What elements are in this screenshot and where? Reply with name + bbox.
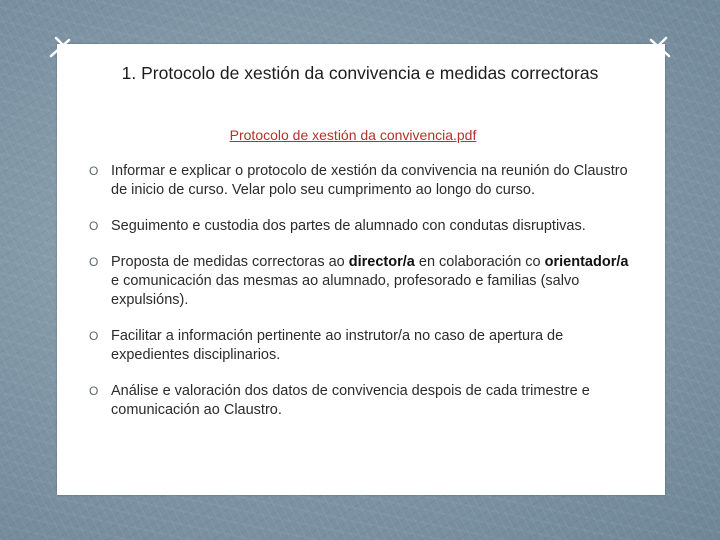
corner-pin-right-icon xyxy=(645,32,675,62)
corner-pin-left-icon xyxy=(47,32,77,62)
bullet-item xyxy=(89,217,634,236)
bullet-text xyxy=(111,254,628,308)
bullet-marker-icon: O xyxy=(89,384,99,398)
bullet-marker-icon: O xyxy=(89,164,99,178)
bullet-marker-icon: O xyxy=(89,219,99,233)
bullet-text-part: Proposta de medidas correctoras ao xyxy=(111,254,349,270)
bullet-text-part: Análise e valoración dos datos de convivencia despois de cada trimestre e comunicación ao Claustro. xyxy=(111,383,590,418)
bullet-text-part: Seguimento e custodia dos partes de alumnado con condutas disruptivas. xyxy=(111,218,586,234)
bullet-text-part: Facilitar a información pertinente ao instrutor/a no caso de apertura de expedientes disciplinarios. xyxy=(111,328,564,363)
bullet-list xyxy=(89,162,634,437)
bullet-text-part: Informar e explicar o protocolo de xestión da convivencia na reunión do Claustro de inicio de curso. Velar polo seu cumprimento ao longo do curso. xyxy=(111,163,628,198)
bullet-item xyxy=(89,253,634,310)
bullet-text-part: en colaboración co xyxy=(414,254,545,270)
bullet-text-bold: orientador/a xyxy=(544,254,629,270)
slide-title: 1. Protocolo de xestión da convivencia e medidas correctoras xyxy=(121,63,599,83)
bullet-text xyxy=(111,218,586,234)
protocol-pdf-link[interactable]: Protocolo de xestión da convivencia.pdf xyxy=(229,127,477,143)
bullet-item xyxy=(89,327,634,365)
bullet-text xyxy=(111,163,628,198)
bullet-text-bold: director/a xyxy=(348,254,415,270)
bullet-marker-icon: O xyxy=(89,329,99,343)
bullet-text xyxy=(111,383,590,418)
bullet-text-part: e comunicación das mesmas ao alumnado, profesorado e familias (salvo expulsións). xyxy=(111,273,580,308)
bullet-marker-icon: O xyxy=(89,255,99,269)
bullet-item xyxy=(89,382,634,420)
bullet-item xyxy=(89,162,634,200)
bullet-text xyxy=(111,328,563,363)
